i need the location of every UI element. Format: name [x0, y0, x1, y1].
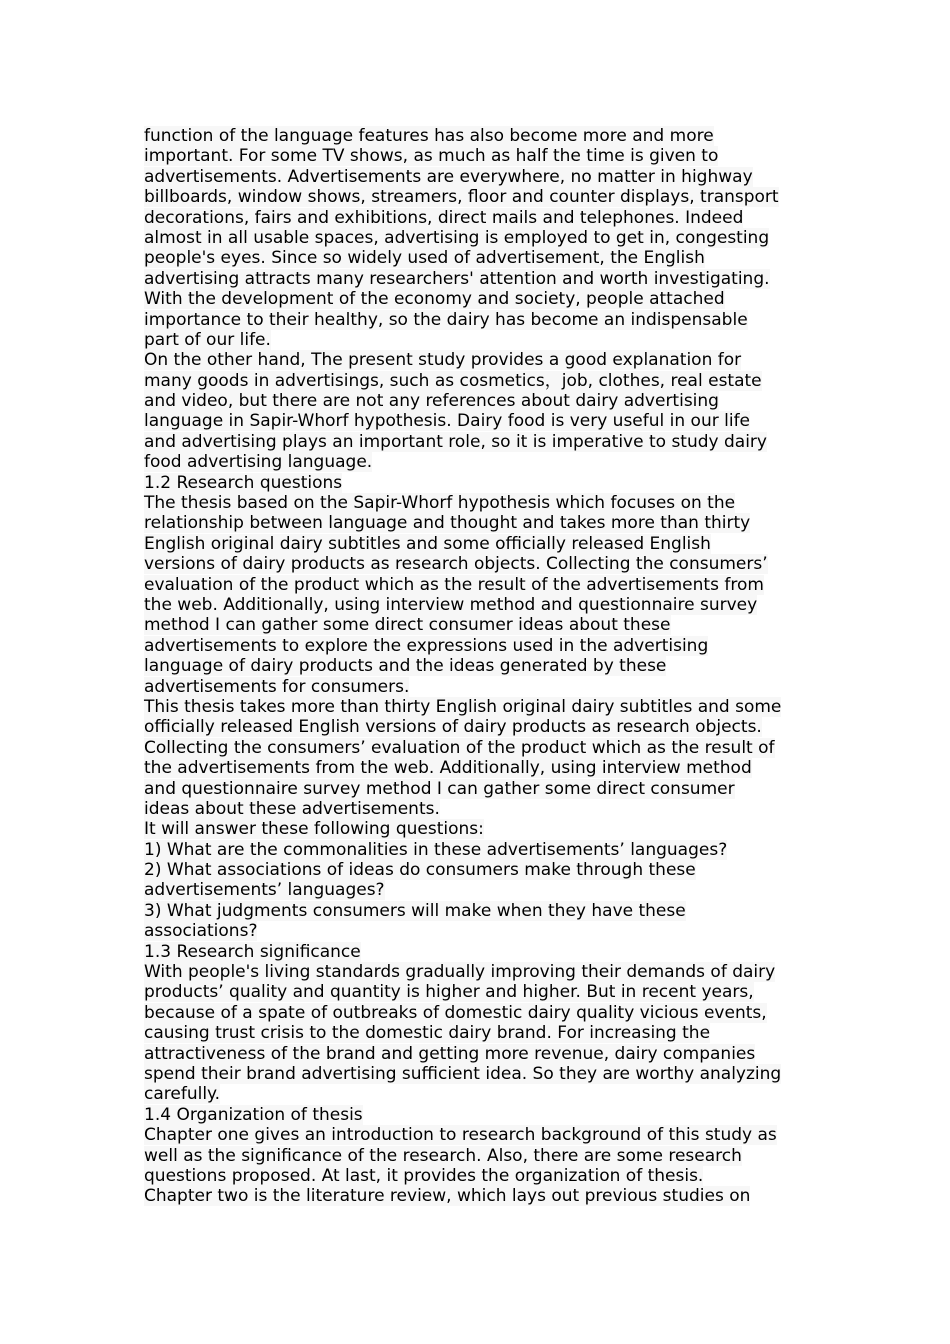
text-line — [144, 799, 809, 819]
text-line-content: billboards, window shows, streamers, floor and counter displays, transport — [144, 187, 779, 208]
text-line — [144, 595, 809, 615]
text-line — [144, 411, 809, 431]
text-line-content: language in Sapir-Whorf hypothesis. Dairy food is very useful in our life — [144, 411, 751, 432]
text-line — [144, 962, 809, 982]
text-line — [144, 1003, 809, 1023]
text-line — [144, 554, 809, 574]
text-line-content: associations? — [144, 921, 258, 942]
text-line — [144, 779, 809, 799]
text-line-content: 1) What are the commonalities in these advertisements’ languages? — [144, 839, 728, 860]
text-line-content: advertisements for consumers. — [144, 676, 410, 697]
text-line-content: products’ quality and quantity is higher and higher. But in recent years, — [144, 982, 754, 1003]
text-line-content: almost in all usable spaces, advertising is employed to get in, congesting — [144, 227, 770, 248]
text-line — [144, 636, 809, 656]
text-line-content: carefully. — [144, 1084, 221, 1105]
text-line-content: spend their brand advertising sufficient idea. So they are worthy analyzing — [144, 1063, 782, 1084]
text-line — [144, 1084, 809, 1104]
text-line-content: This thesis takes more than thirty English original dairy subtitles and some — [144, 696, 782, 717]
text-line-content: evaluation of the product which as the result of the advertisements from — [144, 574, 764, 595]
text-line — [144, 534, 809, 554]
text-line-content: ideas about these advertisements. — [144, 798, 440, 819]
text-line — [144, 432, 809, 452]
text-line — [144, 289, 809, 309]
text-line-content: On the other hand, The present study provides a good explanation for — [144, 350, 742, 371]
text-line — [144, 982, 809, 1002]
document-body — [144, 126, 809, 1207]
text-line-content: questions proposed. At last, it provides the organization of thesis. — [144, 1165, 704, 1186]
text-line-content: 3) What judgments consumers will make when they have these — [144, 900, 686, 921]
text-line — [144, 330, 809, 350]
text-line-content: people's eyes. Since so widely used of advertisement, the English — [144, 248, 705, 269]
text-line-content: method I can gather some direct consumer ideas about these — [144, 615, 671, 636]
text-line — [144, 880, 809, 900]
text-line-content: relationship between language and thought and takes more than thirty — [144, 513, 751, 534]
text-line — [144, 1105, 809, 1125]
text-line-content: 1.2 Research questions — [144, 472, 343, 493]
text-line-content: language of dairy products and the ideas generated by these — [144, 656, 667, 677]
text-line-content: part of our life. — [144, 329, 271, 350]
text-line — [144, 187, 809, 207]
text-line — [144, 819, 809, 839]
text-line — [144, 656, 809, 676]
text-line-content: and advertising plays an important role, so it is imperative to study dairy — [144, 431, 767, 452]
text-line — [144, 126, 809, 146]
text-line-content: important. For some TV shows, as much as half the time is given to — [144, 146, 719, 167]
text-line — [144, 860, 809, 880]
text-line-content: 1.3 Research significance — [144, 941, 361, 962]
text-line-content: Collecting the consumers’ evaluation of the product which as the result of — [144, 737, 775, 758]
text-line — [144, 758, 809, 778]
text-line — [144, 1166, 809, 1186]
text-line-content: function of the language features has also become more and more — [144, 126, 714, 146]
text-line — [144, 677, 809, 697]
text-line — [144, 901, 809, 921]
text-line — [144, 513, 809, 533]
text-line — [144, 942, 809, 962]
text-line-content: versions of dairy products as research objects. Collecting the consumers’ — [144, 554, 768, 575]
text-line-content: food advertising language. — [144, 452, 373, 473]
text-line-content: advertising attracts many researchers' attention and worth investigating. — [144, 268, 770, 289]
text-line — [144, 1125, 809, 1145]
text-line-content: Chapter two is the literature review, which lays out previous studies on — [144, 1186, 751, 1207]
text-line — [144, 452, 809, 472]
text-line-content: many goods in advertisings, such as cosmetics，job, clothes, real estate — [144, 370, 762, 391]
text-line — [144, 1146, 809, 1166]
text-line-content: the web. Additionally, using interview method and questionnaire survey — [144, 594, 758, 615]
text-line — [144, 697, 809, 717]
text-line — [144, 1023, 809, 1043]
text-line-content: The thesis based on the Sapir-Whorf hypothesis which focuses on the — [144, 493, 736, 514]
text-line-content: causing trust crisis to the domestic dairy brand. For increasing the — [144, 1023, 711, 1044]
text-line — [144, 391, 809, 411]
text-line-content: because of a spate of outbreaks of domestic dairy quality vicious events, — [144, 1002, 767, 1023]
text-line — [144, 248, 809, 268]
text-line — [144, 310, 809, 330]
text-line-content: Chapter one gives an introduction to research background of this study as — [144, 1125, 777, 1146]
text-line-content: and questionnaire survey method I can gather some direct consumer — [144, 778, 735, 799]
text-line — [144, 167, 809, 187]
text-line — [144, 473, 809, 493]
text-line-content: advertisements to explore the expressions used in the advertising — [144, 635, 709, 656]
text-line — [144, 1186, 809, 1206]
text-line — [144, 840, 809, 860]
text-line-content: With the development of the economy and society, people attached — [144, 289, 725, 310]
text-line — [144, 146, 809, 166]
text-line-content: the advertisements from the web. Additionally, using interview method — [144, 758, 752, 779]
text-line — [144, 575, 809, 595]
text-line-content: It will answer these following questions: — [144, 819, 484, 840]
text-line-content: 2) What associations of ideas do consumers make through these — [144, 860, 696, 881]
text-line — [144, 371, 809, 391]
text-line-content: well as the significance of the research. Also, there are some research — [144, 1145, 742, 1166]
text-line-content: decorations, fairs and exhibitions, direct mails and telephones. Indeed — [144, 207, 744, 228]
text-line-content: attractiveness of the brand and getting more revenue, dairy companies — [144, 1043, 756, 1064]
text-line — [144, 615, 809, 635]
text-line-content: English original dairy subtitles and some officially released English — [144, 533, 711, 554]
text-line — [144, 269, 809, 289]
text-line — [144, 1064, 809, 1084]
text-line — [144, 228, 809, 248]
text-line — [144, 1044, 809, 1064]
text-line — [144, 208, 809, 228]
text-line-content: With people's living standards gradually improving their demands of dairy — [144, 962, 776, 983]
text-line — [144, 717, 809, 737]
text-line — [144, 493, 809, 513]
text-line-content: officially released English versions of dairy products as research objects. — [144, 717, 762, 738]
text-line-content: advertisements. Advertisements are everywhere, no matter in highway — [144, 166, 753, 187]
text-line-content: and video, but there are not any references about dairy advertising — [144, 391, 719, 412]
text-line-content: advertisements’ languages? — [144, 880, 385, 901]
text-line-content: importance to their healthy, so the dairy has become an indispensable — [144, 309, 748, 330]
text-line-content: 1.4 Organization of thesis — [144, 1104, 363, 1125]
text-line — [144, 350, 809, 370]
text-line — [144, 738, 809, 758]
text-line — [144, 921, 809, 941]
